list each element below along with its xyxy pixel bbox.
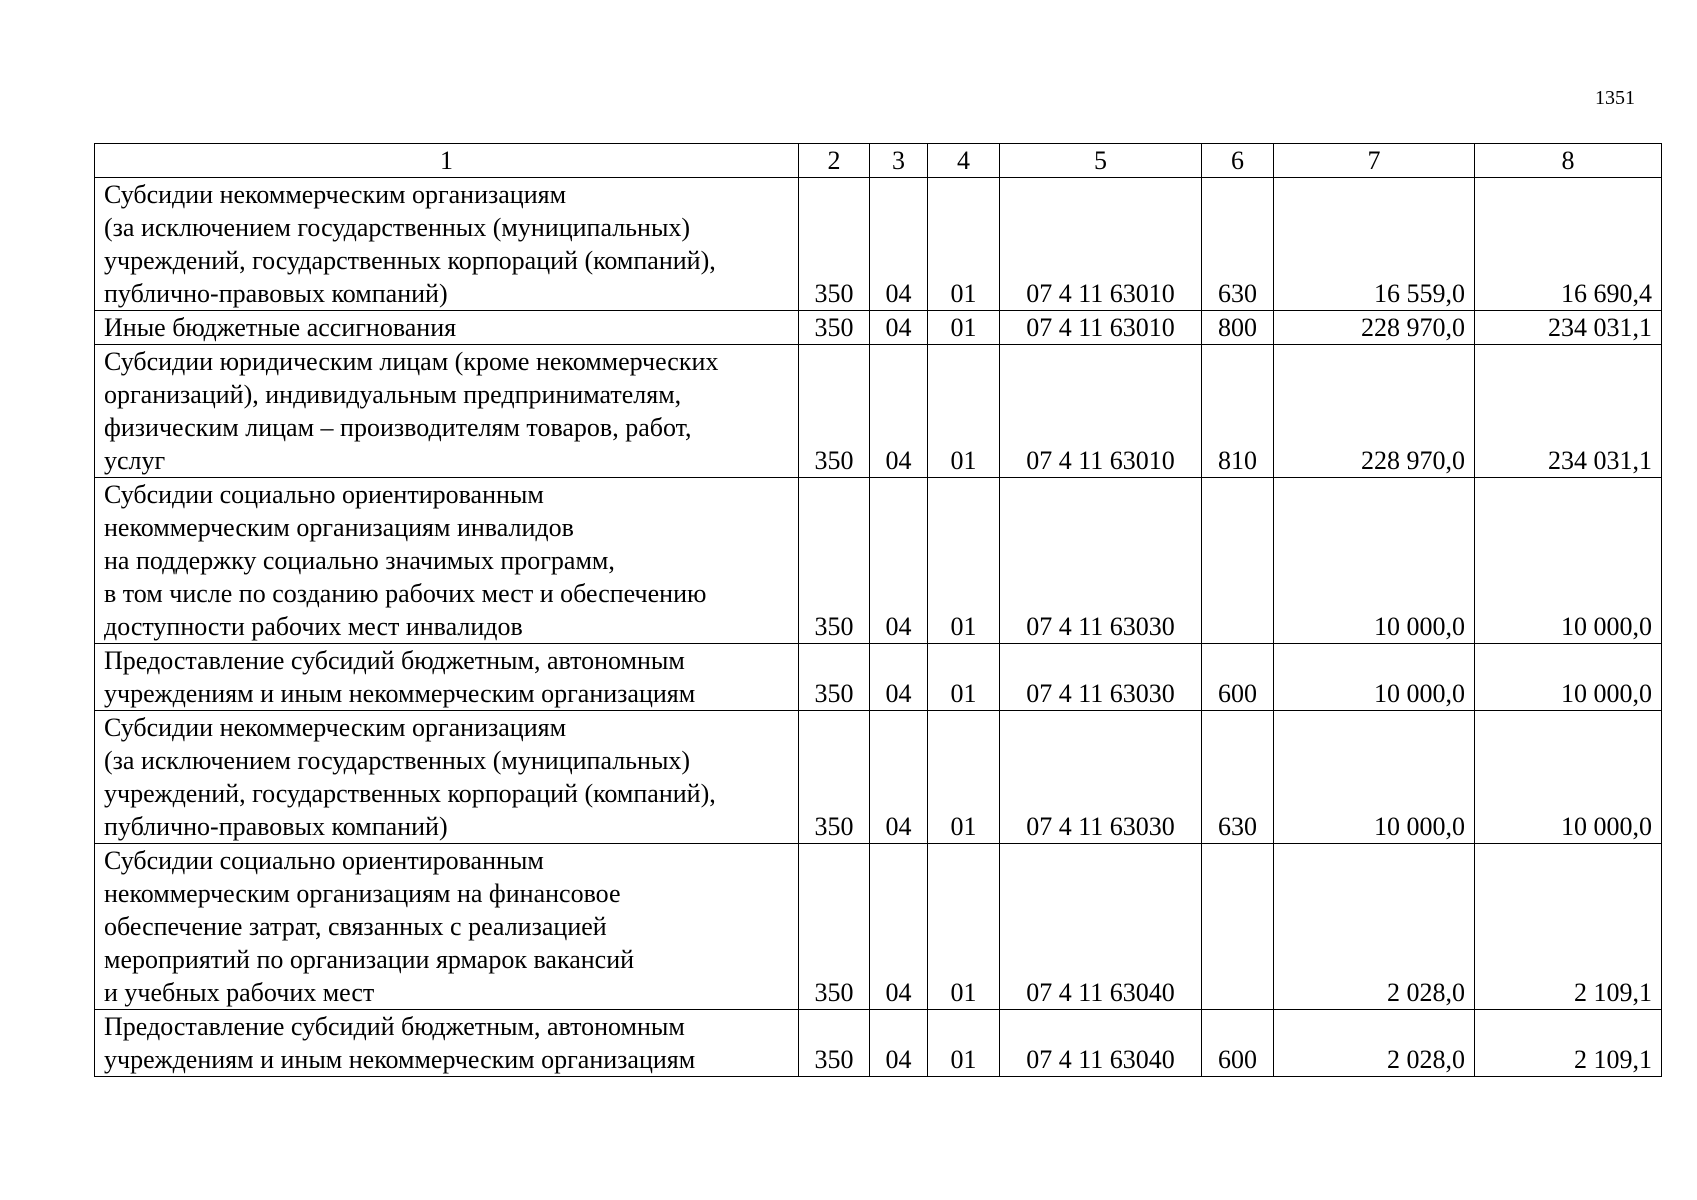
cell-section: 04 — [870, 644, 928, 711]
cell-expense-type: 800 — [1202, 311, 1274, 345]
cell-target-article: 07 4 11 63030 — [1000, 711, 1202, 844]
cell-amount-year-1: 228 970,0 — [1274, 311, 1475, 345]
cell-section: 04 — [870, 844, 928, 1010]
column-header: 8 — [1475, 144, 1662, 178]
page-number: 1351 — [1595, 87, 1635, 109]
cell-expense-type — [1202, 478, 1274, 644]
cell-target-article: 07 4 11 63010 — [1000, 345, 1202, 478]
table-row — [95, 644, 1662, 711]
cell-amount-year-2: 2 109,1 — [1475, 844, 1662, 1010]
cell-expense-type — [1202, 844, 1274, 1010]
row-description: Субсидии юридическим лицам (кроме некоммерческих организаций), индивидуальным предпринимателям, физическим лицам – производителям товаров, работ, услуг — [95, 345, 799, 478]
cell-ministry-code: 350 — [799, 345, 870, 478]
cell-subsection: 01 — [928, 711, 1000, 844]
column-header: 6 — [1202, 144, 1274, 178]
cell-target-article: 07 4 11 63010 — [1000, 311, 1202, 345]
cell-target-article: 07 4 11 63040 — [1000, 1010, 1202, 1077]
cell-ministry-code: 350 — [799, 478, 870, 644]
cell-target-article: 07 4 11 63010 — [1000, 178, 1202, 311]
cell-amount-year-1: 2 028,0 — [1274, 844, 1475, 1010]
row-description: Иные бюджетные ассигнования — [95, 311, 799, 345]
cell-subsection: 01 — [928, 345, 1000, 478]
cell-amount-year-1: 10 000,0 — [1274, 644, 1475, 711]
cell-section: 04 — [870, 345, 928, 478]
cell-target-article: 07 4 11 63040 — [1000, 844, 1202, 1010]
cell-amount-year-1: 10 000,0 — [1274, 711, 1475, 844]
cell-section: 04 — [870, 478, 928, 644]
cell-expense-type: 600 — [1202, 1010, 1274, 1077]
cell-target-article: 07 4 11 63030 — [1000, 644, 1202, 711]
cell-expense-type: 600 — [1202, 644, 1274, 711]
table-row — [95, 478, 1662, 644]
cell-amount-year-2: 10 000,0 — [1475, 644, 1662, 711]
cell-subsection: 01 — [928, 844, 1000, 1010]
cell-subsection: 01 — [928, 178, 1000, 311]
cell-target-article: 07 4 11 63030 — [1000, 478, 1202, 644]
cell-amount-year-2: 2 109,1 — [1475, 1010, 1662, 1077]
row-description: Субсидии социально ориентированным некоммерческим организациям инвалидов на поддержку социально значимых программ, в том числе по созданию рабочих мест и обеспечению доступности рабочих мест инвалидов — [95, 478, 799, 644]
cell-ministry-code: 350 — [799, 178, 870, 311]
cell-section: 04 — [870, 311, 928, 345]
cell-section: 04 — [870, 1010, 928, 1077]
row-description: Предоставление субсидий бюджетным, автономным учреждениям и иным некоммерческим организациям — [95, 644, 799, 711]
cell-amount-year-1: 16 559,0 — [1274, 178, 1475, 311]
table-row — [95, 1010, 1662, 1077]
cell-amount-year-1: 228 970,0 — [1274, 345, 1475, 478]
cell-ministry-code: 350 — [799, 1010, 870, 1077]
cell-amount-year-2: 16 690,4 — [1475, 178, 1662, 311]
column-header: 2 — [799, 144, 870, 178]
table-header-row — [95, 144, 1662, 178]
column-header: 4 — [928, 144, 1000, 178]
table-row — [95, 311, 1662, 345]
table-row — [95, 844, 1662, 1010]
cell-amount-year-2: 10 000,0 — [1475, 478, 1662, 644]
cell-amount-year-2: 10 000,0 — [1475, 711, 1662, 844]
column-header: 5 — [1000, 144, 1202, 178]
row-description: Предоставление субсидий бюджетным, автономным учреждениям и иным некоммерческим организациям — [95, 1010, 799, 1077]
cell-subsection: 01 — [928, 311, 1000, 345]
budget-table — [94, 143, 1662, 1077]
cell-expense-type: 810 — [1202, 345, 1274, 478]
table-row — [95, 345, 1662, 478]
table-row — [95, 178, 1662, 311]
row-description: Субсидии некоммерческим организациям (за исключением государственных (муниципальных) учреждений, государственных корпораций (компаний), публично-правовых компаний) — [95, 178, 799, 311]
cell-ministry-code: 350 — [799, 844, 870, 1010]
cell-subsection: 01 — [928, 644, 1000, 711]
cell-expense-type: 630 — [1202, 178, 1274, 311]
cell-section: 04 — [870, 178, 928, 311]
cell-subsection: 01 — [928, 478, 1000, 644]
cell-amount-year-2: 234 031,1 — [1475, 345, 1662, 478]
cell-amount-year-1: 10 000,0 — [1274, 478, 1475, 644]
row-description: Субсидии некоммерческим организациям (за исключением государственных (муниципальных) учреждений, государственных корпораций (компаний), публично-правовых компаний) — [95, 711, 799, 844]
cell-section: 04 — [870, 711, 928, 844]
row-description: Субсидии социально ориентированным некоммерческим организациям на финансовое обеспечение затрат, связанных с реализацией мероприятий по организации ярмарок вакансий и учебных рабочих мест — [95, 844, 799, 1010]
cell-ministry-code: 350 — [799, 711, 870, 844]
table-row — [95, 711, 1662, 844]
cell-subsection: 01 — [928, 1010, 1000, 1077]
cell-expense-type: 630 — [1202, 711, 1274, 844]
cell-ministry-code: 350 — [799, 311, 870, 345]
cell-ministry-code: 350 — [799, 644, 870, 711]
cell-amount-year-2: 234 031,1 — [1475, 311, 1662, 345]
cell-amount-year-1: 2 028,0 — [1274, 1010, 1475, 1077]
column-header: 7 — [1274, 144, 1475, 178]
column-header: 1 — [95, 144, 799, 178]
column-header: 3 — [870, 144, 928, 178]
